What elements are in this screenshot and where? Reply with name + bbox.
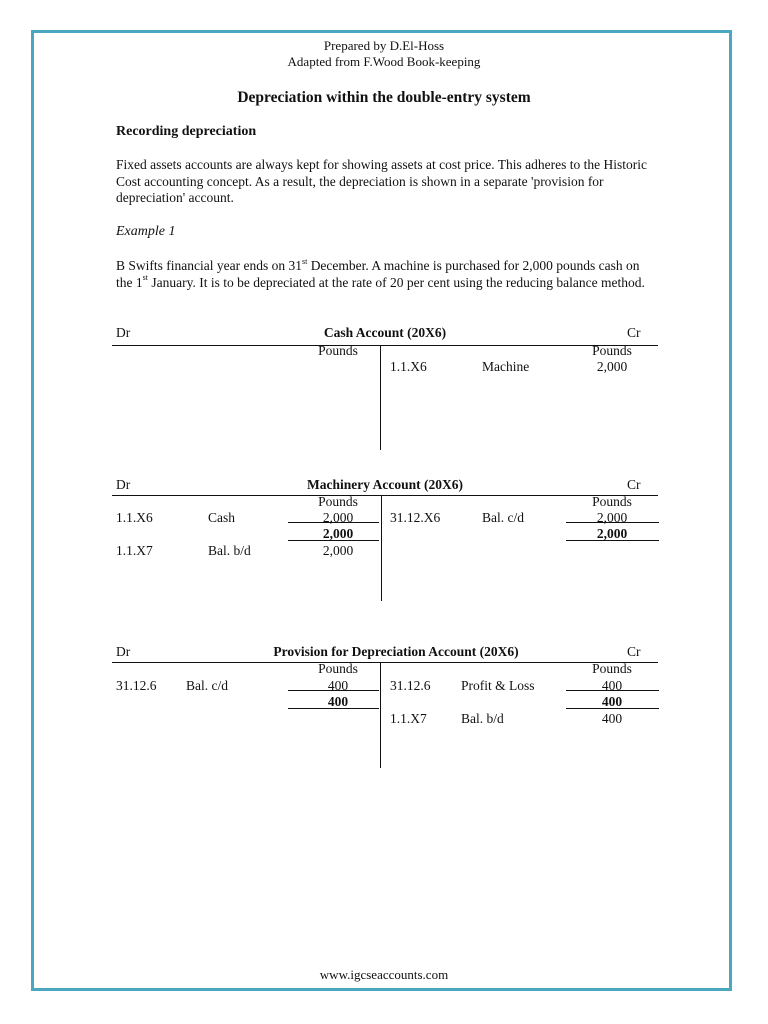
total-rule-bottom [288, 708, 379, 709]
entry-date: 31.12.6 [116, 678, 157, 693]
cash-account-title: Cash Account (20X6) [323, 325, 447, 340]
entry-desc: Bal. b/d [208, 543, 251, 558]
provision-account-title: Provision for Depreciation Account (20X6) [273, 644, 519, 659]
unit-right: Pounds [592, 661, 632, 676]
total-amount: 400 [601, 694, 623, 709]
footer-url[interactable]: www.igcseaccounts.com [319, 967, 449, 982]
example-label: Example 1 [116, 224, 176, 239]
entry-date: 1.1.X7 [390, 711, 427, 726]
unit-left: Pounds [318, 494, 358, 509]
account-center-rule [381, 495, 382, 601]
page-title: Depreciation within the double-entry system [237, 89, 531, 106]
total-rule-top [566, 522, 659, 523]
example-text-part1: B Swifts financial year ends on 31 [116, 258, 302, 273]
account-center-rule [380, 345, 381, 450]
cr-label: Cr [627, 644, 641, 659]
dr-label: Dr [116, 644, 131, 659]
entry-amount: 2,000 [322, 543, 354, 558]
entry-desc: Bal. c/d [186, 678, 228, 693]
total-rule-bottom [566, 540, 659, 541]
entry-date: 1.1.X6 [390, 359, 427, 374]
entry-date: 1.1.X7 [116, 543, 153, 558]
account-center-rule [380, 662, 381, 768]
unit-right: Pounds [592, 343, 632, 358]
entry-amount: 400 [601, 678, 623, 693]
total-amount: 2,000 [322, 526, 354, 541]
unit-left: Pounds [318, 343, 358, 358]
total-rule-top [288, 690, 379, 691]
dr-label: Dr [116, 477, 131, 492]
intro-text: Fixed assets accounts are always kept for showing assets at cost price. This adheres to the Historic Cost accounting concept. As a result, the depreciation is shown in a separate 'provision for depreciation' account. [116, 157, 647, 205]
example-paragraph [116, 258, 656, 291]
entry-amount: 400 [327, 678, 349, 693]
total-rule-bottom [288, 540, 379, 541]
entry-amount: 2,000 [596, 510, 628, 525]
example-text-part3: January. It is to be depreciated at the rate of 20 per cent using the reducing balance method. [147, 274, 645, 290]
entry-desc: Bal. b/d [461, 711, 504, 726]
example-sup1: st [301, 256, 308, 266]
entry-date: 31.12.X6 [390, 510, 441, 525]
dr-label: Dr [116, 325, 131, 340]
entry-desc: Machine [482, 359, 530, 374]
section-heading: Recording depreciation [116, 124, 257, 139]
cr-label: Cr [627, 477, 641, 492]
unit-left: Pounds [318, 661, 358, 676]
intro-paragraph [116, 157, 656, 207]
entry-amount: 2,000 [322, 510, 354, 525]
entry-amount: 400 [601, 711, 623, 726]
entry-amount: 2,000 [596, 359, 628, 374]
prepared-by: Prepared by D.El-Hoss [323, 38, 445, 53]
unit-right: Pounds [592, 494, 632, 509]
example-sup2: st [142, 273, 148, 282]
total-amount: 400 [327, 694, 349, 709]
entry-date: 31.12.6 [390, 678, 431, 693]
total-rule-bottom [566, 708, 659, 709]
entry-desc: Cash [208, 510, 235, 525]
entry-desc: Bal. c/d [482, 510, 524, 525]
example-text-part2: December. A machine is purchased for 2,000 pounds cash on the 1 [116, 258, 640, 290]
total-rule-top [566, 690, 659, 691]
entry-desc: Profit & Loss [461, 678, 535, 693]
machinery-account-title: Machinery Account (20X6) [307, 477, 463, 492]
cr-label: Cr [627, 325, 641, 340]
adapted-from: Adapted from F.Wood Book-keeping [287, 54, 481, 69]
total-rule-top [288, 522, 379, 523]
total-amount: 2,000 [596, 526, 628, 541]
entry-date: 1.1.X6 [116, 510, 153, 525]
